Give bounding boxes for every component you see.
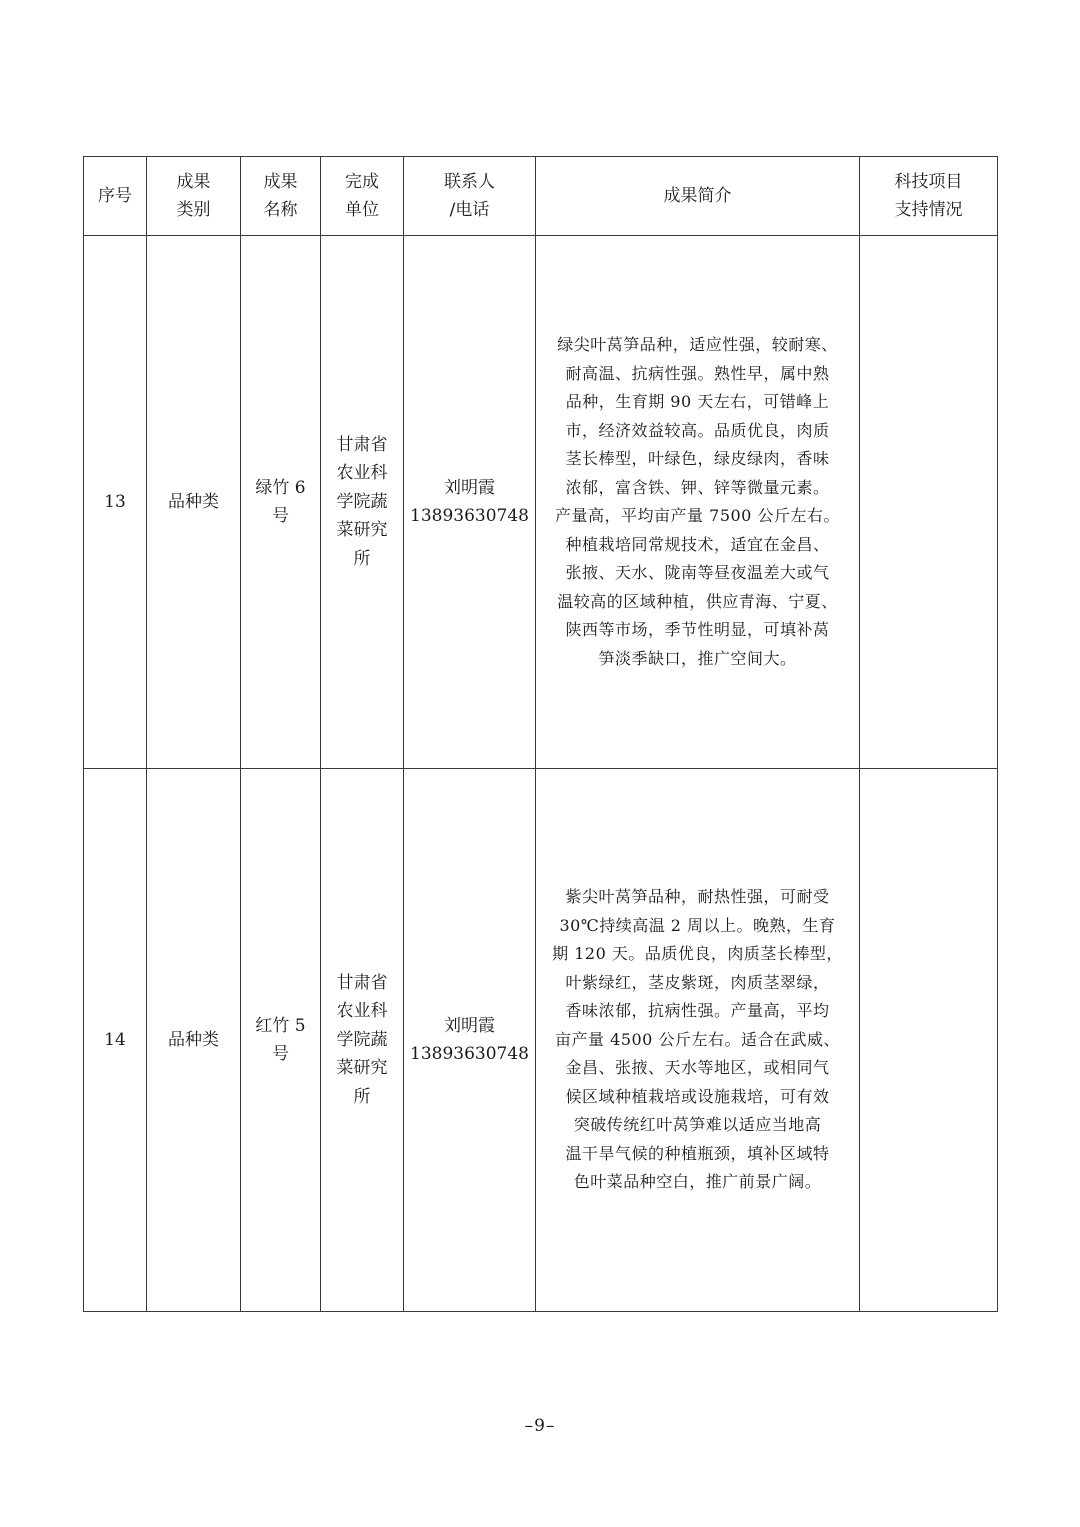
table-row	[84, 236, 998, 769]
contact-phone: 13893630748	[410, 506, 529, 526]
row-category: 品种类	[147, 236, 241, 769]
row-index: 13	[84, 236, 147, 769]
description-line: 突破传统红叶莴笋难以适应当地高	[573, 1115, 822, 1135]
header-unit	[321, 157, 404, 236]
row-support	[860, 769, 998, 1312]
description-line: 市，经济效益较高。品质优良，肉质	[565, 420, 830, 440]
table-row	[84, 769, 998, 1312]
row-unit-line: 菜研究	[336, 520, 388, 541]
row-unit-line: 所	[353, 1086, 371, 1107]
row-name	[241, 236, 321, 769]
contact-name: 刘明霞	[444, 477, 495, 498]
description-line: 笋淡季缺口，推广空间大。	[598, 648, 797, 668]
description-line: 香味浓郁，抗病性强。产量高，平均	[565, 1001, 830, 1021]
description-line: 耐高温、抗病性强。熟性早，属中熟	[565, 363, 830, 383]
results-table	[83, 156, 998, 1312]
description-line: 种植栽培同常规技术，适宜在金昌、	[565, 534, 830, 554]
row-description	[536, 236, 860, 769]
description-line: 色叶菜品种空白，推广前景广阔。	[573, 1172, 822, 1192]
description-line: 金昌、张掖、天水等地区，或相同气	[565, 1058, 830, 1078]
row-index: 14	[84, 769, 147, 1312]
row-contact	[404, 769, 536, 1312]
row-description	[536, 769, 860, 1312]
header-unit-line-2: 单位	[345, 200, 379, 220]
contact-name: 刘明霞	[444, 1015, 495, 1036]
row-unit	[321, 769, 404, 1312]
header-description	[536, 157, 860, 236]
header-category-line-1: 成果	[176, 172, 211, 192]
row-name	[241, 769, 321, 1312]
description-line: 张掖、天水、陇南等昼夜温差大或气	[565, 563, 830, 582]
description-line: 品种，生育期 90 天左右，可错峰上	[565, 392, 830, 411]
row-unit	[321, 236, 404, 769]
header-index	[84, 157, 147, 236]
description-line: 30℃持续高温 2 周以上。晚熟，生育	[559, 915, 836, 935]
description-line: 期 120 天。品质优良，肉质茎长棒型，	[552, 944, 843, 964]
row-contact	[404, 236, 536, 769]
row-name-line: 号	[272, 506, 289, 526]
header-description-line-1: 成果简介	[663, 186, 732, 206]
page-number: –9–	[524, 1416, 556, 1436]
row-unit-line: 菜研究	[336, 1058, 388, 1079]
header-contact-line-1: 联系人	[444, 172, 495, 192]
description-line: 紫尖叶莴笋品种，耐热性强，可耐受	[565, 887, 830, 907]
row-unit-line: 甘肃省	[336, 434, 388, 455]
row-unit-line: 农业科	[336, 463, 388, 484]
description-line: 绿尖叶莴笋品种，适应性强，较耐寒、	[557, 335, 838, 354]
header-support	[860, 157, 998, 236]
header-support-line-2: 支持情况	[894, 200, 963, 220]
contact-phone: 13893630748	[410, 1044, 529, 1064]
row-unit-line: 所	[353, 548, 371, 569]
header-index-line-1: 序号	[98, 186, 132, 206]
description-line: 产量高，平均亩产量 7500 公斤左右。	[555, 506, 840, 525]
header-category-line-2: 类别	[176, 200, 211, 220]
row-name-line: 号	[272, 1044, 289, 1064]
description-line: 温干旱气候的种植瓶颈，填补区域特	[565, 1143, 830, 1163]
header-name-line-1: 成果	[263, 172, 298, 192]
row-category: 品种类	[147, 769, 241, 1312]
row-unit-line: 农业科	[336, 1001, 388, 1022]
description-line: 陕西等市场，季节性明显，可填补莴	[565, 620, 830, 639]
header-support-line-1: 科技项目	[894, 172, 963, 192]
row-name-line: 绿竹 6	[255, 477, 306, 498]
description-line: 温较高的区域种植，供应青海、宁夏、	[557, 591, 838, 611]
header-contact-line-2: /电话	[449, 200, 490, 220]
header-contact	[404, 157, 536, 236]
header-name-line-2: 名称	[263, 200, 298, 220]
row-unit-line: 学院蔬	[336, 491, 388, 512]
header-name	[241, 157, 321, 236]
row-name-line: 红竹 5	[255, 1015, 306, 1036]
description-line: 茎长棒型，叶绿色，绿皮绿肉，香味	[565, 449, 830, 468]
row-support	[860, 236, 998, 769]
description-line: 浓郁，富含铁、钾、锌等微量元素。	[565, 477, 830, 497]
row-unit-line: 甘肃省	[336, 972, 388, 993]
header-unit-line-1: 完成	[345, 172, 379, 192]
description-line: 叶紫绿红，茎皮紫斑，肉质茎翠绿，	[565, 972, 830, 992]
description-line: 候区域种植栽培或设施栽培，可有效	[565, 1086, 830, 1106]
header-category	[147, 157, 241, 236]
header-row	[84, 157, 998, 236]
row-unit-line: 学院蔬	[336, 1029, 388, 1050]
description-line: 亩产量 4500 公斤左右。适合在武威、	[555, 1029, 840, 1049]
